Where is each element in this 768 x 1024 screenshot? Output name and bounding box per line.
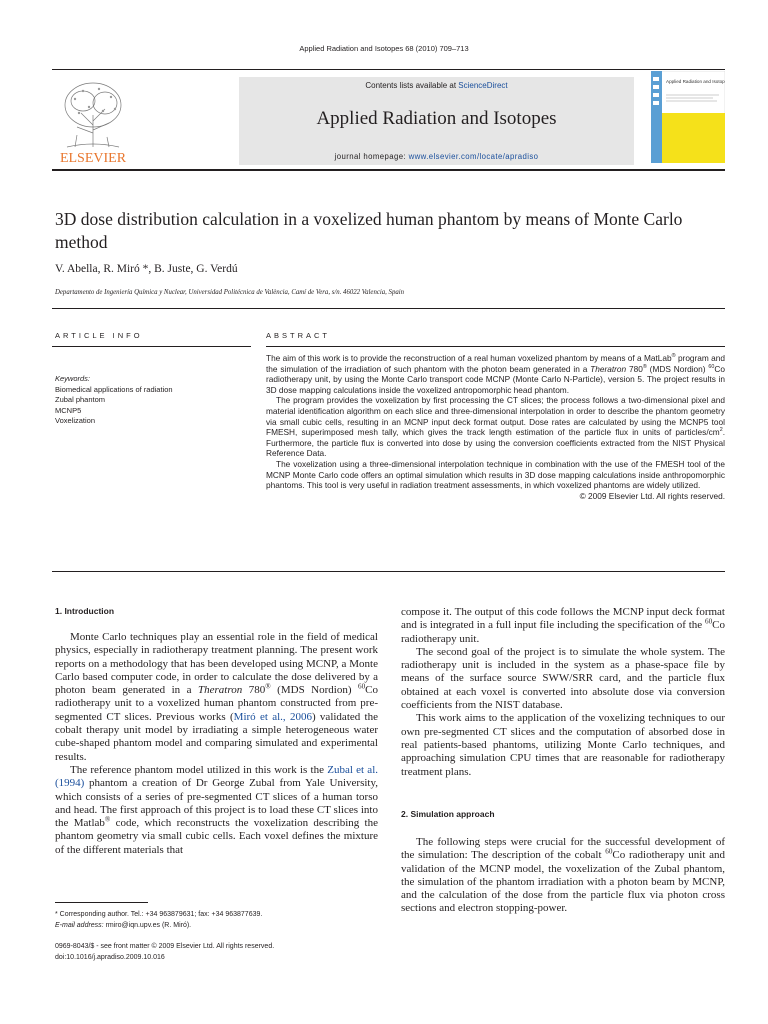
section-heading: 1. Introduction (55, 606, 115, 616)
front-matter-line: 0969-8043/$ - see front matter © 2009 Elsevier Ltd. All rights reserved. (55, 943, 275, 950)
keywords-label: Keywords: (55, 374, 91, 383)
homepage-prefix: journal homepage: (334, 152, 409, 161)
abstract-heading: ABSTRACT (266, 331, 331, 340)
keyword-item: Biomedical applications of radiation (55, 384, 173, 394)
body-paragraph: The following steps were crucial for the successful development of the simulation: The description of the cobalt $^{60}$Co radiotherapy unit and validation of the MCNP model, the voxelization of the Zubal phantom, the simulation of the phantom irradiation with a photon beam by MCNP, and the calculation of the dose from the particle flux via photon cross sections and electron stopping-power. (401, 836, 725, 915)
abstract-paragraph: The voxelization using a three-dimensional interpolation technique in combination with the use of the FMESH tool of the MCNP Monte Carlo code offers an optimal simulation which results in 3D dose mapping calculations inside anthropomorphic phantoms. This tool is very useful in radiation treatment assessments, in which voxelized phantoms are widely utilized. (266, 458, 725, 491)
body-paragraph: compose it. The output of this code follows the MCNP input deck format and is integrated in a full input file including the specification of the $^{60}$Co radiotherapy unit. (401, 606, 725, 645)
email-line: E-mail address: rmiro@iqn.upv.es (R. Miró). (55, 922, 192, 929)
copyright: © 2009 Elsevier Ltd. All rights reserved. (579, 490, 725, 501)
homepage-line (239, 152, 634, 161)
abstract-paragraph: The aim of this work is to provide the reconstruction of a real human voxelized phantom by means of a MatLab® program and the simulation of the irradiation of such phantom with the photon beam generated in a Theratron 780® (MDS Nordion) $^{60}$Co radiotherapy unit, by using the Monte Carlo transport code MCNP (Monte Carlo N-Particle), version 5. The project results in 3D dose mapping calculations inside the voxelized antropomorphic head phantom. (266, 353, 725, 395)
homepage-link[interactable]: www.elsevier.com/locate/apradiso (408, 152, 539, 161)
contents-line (239, 81, 634, 90)
article-info-heading: ARTICLE INFO (55, 331, 143, 340)
article-info-rule (52, 346, 251, 347)
section2-body (401, 836, 725, 916)
keywords-block (55, 374, 173, 427)
header-rule-top (52, 69, 725, 70)
divider-rule (52, 308, 725, 309)
article-title: 3D dose distribution calculation in a voxelized human phantom by means of Monte Carlo method (55, 209, 683, 252)
sciencedirect-link[interactable]: ScienceDirect (458, 81, 508, 90)
keyword-item: Voxelization (55, 416, 96, 425)
divider-rule (52, 571, 725, 572)
header-rule-bottom (52, 169, 725, 171)
footnote (55, 909, 262, 931)
abstract-rule (266, 346, 725, 347)
journal-cover (651, 71, 725, 163)
right-column (401, 606, 725, 779)
body-paragraph: Monte Carlo techniques play an essential role in the field of medical physics, especially in radiotherapy treatment planning. The present work reports on a methodology that has been developed using MCNP, a Monte Carlo based computer code, in order to calculate the dose delivered by a photon beam generated in a Theratron 780® (MDS Nordion) $^{60}$Co radiotherapy unit to a voxelized human phantom constructed from pre-segmented CT slices. Previous works (Miró et al., 2006) validated the cobalt therapy unit model by irradiating a simple heterogeneous water cube-shaped phantom model and comparing simulated and experimental results. (55, 631, 378, 763)
footnote-rule (55, 902, 148, 903)
abstract-body (266, 353, 725, 501)
doi-line: doi:10.1016/j.apradiso.2009.10.016 (55, 954, 165, 961)
contents-prefix: Contents lists available at (365, 81, 459, 90)
authors: V. Abella, R. Miró *, B. Juste, G. Verdú (55, 263, 238, 275)
left-column (55, 631, 378, 857)
elsevier-logo (53, 75, 133, 165)
corresponding-author: * Corresponding author. Tel.: +34 963879631; fax: +34 963877639. (55, 911, 263, 918)
cover-title: Applied Radiation and Isotopes (666, 79, 725, 84)
keyword-item: MCNP5 (55, 405, 82, 415)
citation-link[interactable]: Miró et al., 2006 (233, 710, 312, 723)
elsevier-wordmark: ELSEVIER (59, 151, 127, 165)
journal-title: Applied Radiation and Isotopes (316, 108, 557, 129)
journal-reference: Applied Radiation and Isotopes 68 (2010) 709–713 (299, 44, 469, 53)
citation-link[interactable]: Zubal et al. (1994) (55, 763, 379, 790)
front-matter (55, 941, 274, 963)
body-paragraph: This work aims to the application of the voxelizing techniques to our own pre-segmented CT slices and the computation of absorbed dose in real patients-based phantoms, utilizing Monte Carlo techniques, and approaching simulation CPU times that are reasonable for radiotherapy treatment plans. (401, 712, 725, 778)
abstract-paragraph: The program provides the voxelization by first processing the CT slices; the process follows a two-dimensional pixel and material identification algorithm on each slice and three-dimensional interpolation in order to describe the phantom geometry via small cubic cells, resulting in an MCNP input deck format output. Dose rates are calculated by using the MCNP5 tool FMESH, superimposed mesh tally, which gives the track length estimation of the particle flux in units of particles/$cm^2$. Furthermore, the particle flux is converted into dose by using the conversion coefficients extracted from the NIST Physical Reference Data. (266, 395, 725, 459)
body-paragraph: The second goal of the project is to simulate the whole system. The radiotherapy unit is included in the system as a phase-space file by means of the surface source SWW/SRR card, and the particle flux obtained at each voxel is converted into absolute dose via conversion coefficients from the NIST database. (401, 645, 725, 712)
body-paragraph: The reference phantom model utilized in this work is the Zubal et al. (1994) phantom a creation of Dr George Zubal from Yale University, which consists of a series of pre-segmented CT slices of a human torso and head. The first approach of this project is to load these CT slices into the Matlab® code, which reconstructs the voxelization describing the phantom geometry via small cubic cells. Each voxel defines the mixture of the different materials that (55, 763, 379, 856)
keyword-item: Zubal phantom (55, 395, 106, 404)
affiliation: Departamento de Ingeniería Química y Nuclear, Universidad Politécnica de València, Camí de Vera, s/n. 46022 Valencia, Spain (55, 289, 405, 296)
section-heading: 2. Simulation approach (401, 809, 495, 819)
